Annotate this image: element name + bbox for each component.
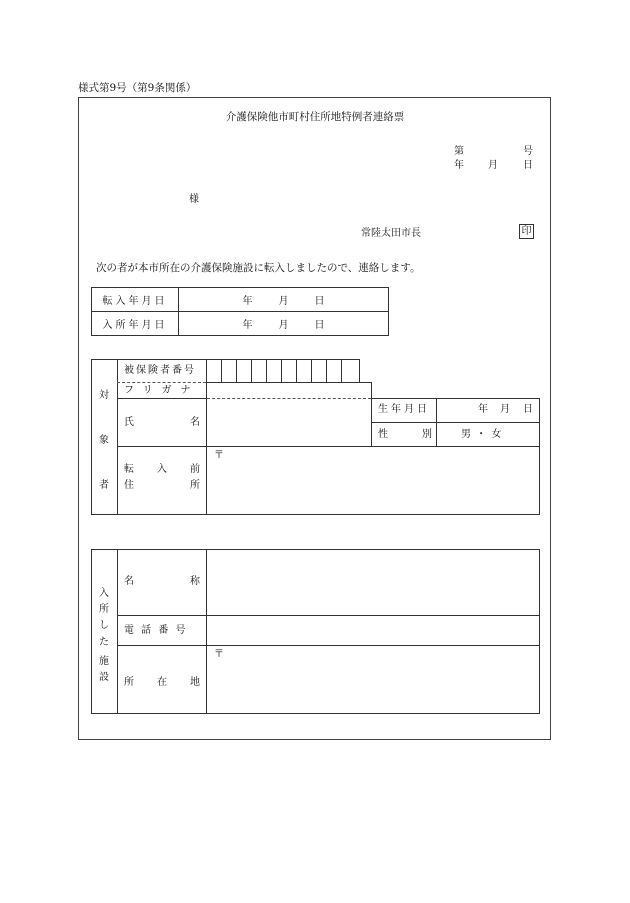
move-in-date-field[interactable] [179,288,389,312]
facility-side-label-3: し [99,620,109,631]
table-row [92,312,389,336]
facility-location-label-2: 在 [157,677,167,688]
date-month-label: 月 [488,160,498,171]
table-row [92,288,389,312]
move-in-year: 年 [242,296,253,307]
subject-side-label-1: 対 [99,390,109,401]
furigana-label: フリガナ [124,385,200,396]
facility-side-label-1: 入 [99,588,109,599]
birth-year: 年 [478,404,488,415]
notice-message: 次の者が本市所在の介護保険施設に転入しましたので、連絡します。 [96,262,421,274]
name-label-2: 名 [190,417,200,428]
doc-number-prefix: 第 [454,146,464,157]
admission-day: 日 [314,320,325,331]
prev-address-label-2: 入 [157,464,167,475]
admission-month: 月 [278,320,289,331]
form-number: 様式第9号（第9条関係） [78,82,197,94]
name-label-1: 氏 [124,417,134,428]
admission-date-label: 入所年月日 [92,312,179,336]
admission-date-field[interactable] [179,312,389,336]
sender-name: 常陸太田市長 [361,228,421,239]
facility-phone-label: 電 話 番 号 [124,625,186,636]
facility-side-label-2: 所 [99,604,109,615]
move-dates-table [91,287,389,336]
facility-location-field[interactable] [207,646,539,713]
prev-address-label-5: 所 [190,480,200,491]
facility-side-label-5: 施 [99,656,109,667]
postal-mark: 〒 [214,450,224,461]
birth-date-label: 生年月日 [378,404,430,415]
move-in-day: 日 [314,296,325,307]
birth-day: 日 [523,404,533,415]
prev-address-label-4: 住 [124,480,134,491]
prev-address-label-1: 転 [124,464,134,475]
admission-year: 年 [242,320,253,331]
subject-side-label-2: 象 [99,435,109,446]
form-title: 介護保険他市町村住所地特例者連絡票 [225,111,405,123]
facility-side-label-4: た [99,637,109,648]
sex-label-2: 別 [422,429,432,440]
name-field[interactable] [207,399,371,446]
prev-address-label-3: 前 [190,464,200,475]
facility-postal-mark: 〒 [214,649,224,660]
facility-name-label-2: 称 [190,576,200,587]
facility-name-field[interactable] [207,550,539,615]
facility-side-label-6: 設 [99,672,109,683]
prev-address-field[interactable] [207,447,539,514]
seal-mark: 印 [519,224,534,239]
addressee-suffix: 様 [189,194,199,205]
facility-name-label-1: 名 [124,576,134,587]
date-day-label: 日 [523,160,533,171]
insured-number-label: 被保険者番号 [124,365,196,376]
facility-phone-field[interactable] [207,616,539,645]
move-in-date-label: 転入年月日 [92,288,179,312]
facility-location-label-3: 地 [190,677,200,688]
facility-location-label-1: 所 [124,677,134,688]
move-in-month: 月 [278,296,289,307]
sex-options[interactable]: 男 ・ 女 [461,429,502,440]
date-year-label: 年 [454,160,464,171]
furigana-field[interactable] [207,383,371,398]
subject-side-label-3: 者 [99,480,109,491]
birth-month: 月 [500,404,510,415]
insured-number-field[interactable] [207,360,359,382]
sex-label-1: 性 [378,429,388,440]
doc-number-suffix: 号 [523,146,533,157]
